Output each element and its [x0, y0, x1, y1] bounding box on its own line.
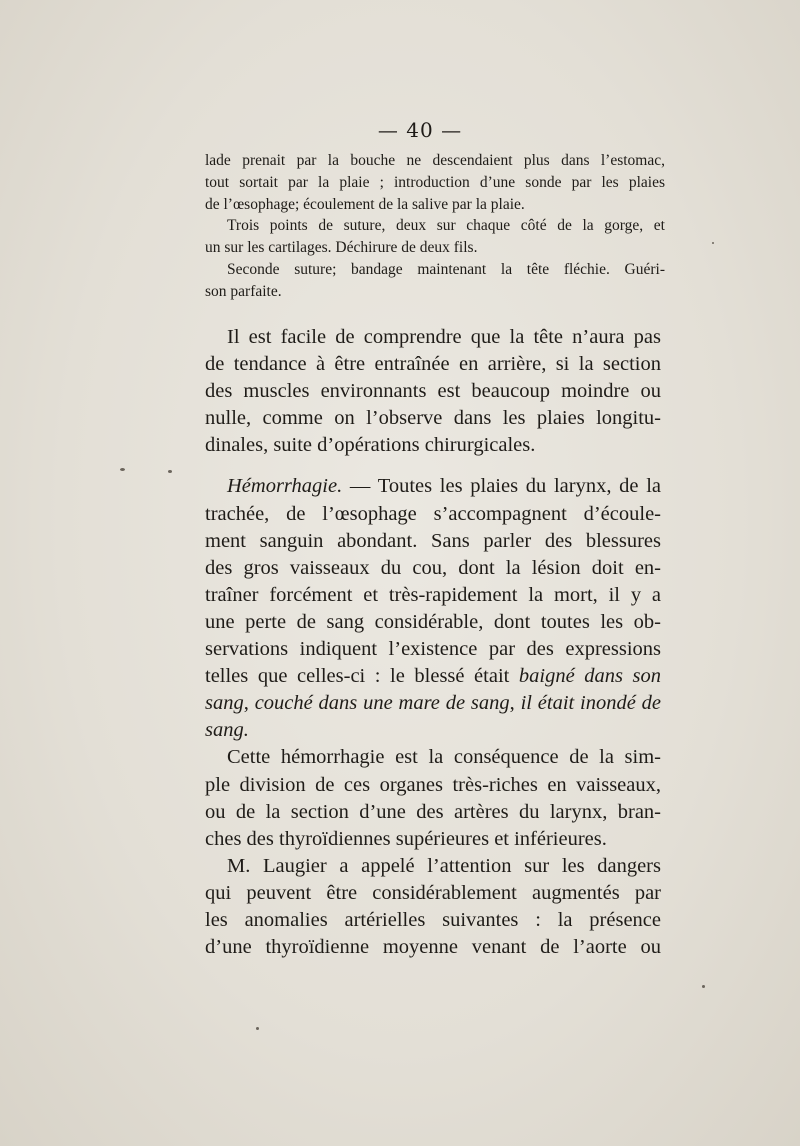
text-line: trachée, de l’œsophage s’accompagnent d’écoule- [205, 502, 661, 525]
text-line: d’une thyroïdienne moyenne venant de l’aorte ou [205, 936, 661, 959]
text-line: des gros vaisseaux du cou, dont la lésion doit en- [205, 556, 661, 579]
case-note-block [205, 150, 665, 303]
main-text [205, 324, 661, 961]
italic-span: couché dans une mare de sang [254, 692, 510, 715]
text-line: qui peuvent être considérablement augmentés par [205, 881, 661, 904]
text-line: une perte de sang considérable, dont toutes les ob- [205, 610, 661, 633]
note-line: Trois points de suture, deux sur chaque côté de la gorge, et [227, 217, 665, 235]
text-line: Cette hémorrhagie est la conséquence de la sim- [227, 746, 661, 769]
text-line: les anomalies artérielles suivantes : la présence [205, 908, 661, 931]
text-line: M. Laugier a appelé l’attention sur les dangers [227, 854, 661, 877]
text-line: nulle, comme on l’observe dans les plaies longitu- [205, 407, 661, 430]
paper-speck [712, 242, 714, 244]
paragraph-3 [205, 744, 661, 852]
note-line: tout sortait par la plaie ; introduction d’une sonde par les plaies [205, 173, 665, 191]
text-line: ou de la section d’une des artères du larynx, bran- [205, 800, 661, 823]
italic-span: il était inondé de [520, 692, 661, 715]
italic-span: baigné dans son [518, 665, 661, 688]
italic-span: sang. [205, 719, 249, 742]
text-span: telles que celles-ci : le blessé était [205, 665, 519, 688]
paragraph-1 [205, 324, 661, 459]
text-line [205, 663, 661, 690]
note-line: un sur les cartilages. Déchirure de deux fils. [205, 239, 478, 257]
paper-speck [120, 468, 125, 471]
text-line: traîner forcément et très-rapidement la mort, il y a [205, 583, 661, 606]
paragraph-2 [205, 473, 661, 744]
paper-speck [168, 470, 172, 473]
text-line: des muscles environnants est beaucoup moindre ou [205, 380, 661, 403]
note-line: son parfaite. [205, 282, 282, 300]
text-span: , [243, 692, 255, 715]
text-line: ment sanguin abondant. Sans parler des blessures [205, 529, 661, 552]
text-line: ches des thyroïdiennes supérieures et inférieures. [205, 827, 607, 850]
paragraph-4 [205, 853, 661, 961]
text-span: , [509, 692, 521, 715]
paper-speck [256, 1027, 259, 1030]
note-line: lade prenait par la bouche ne descendaient plus dans l’estomac, [205, 152, 665, 169]
page-number: — 40 — [377, 118, 463, 142]
text-span: — Toutes les plaies du larynx, de la [342, 475, 661, 498]
text-line: ple division de ces organes très-riches en vaisseaux, [205, 773, 661, 796]
text-line [205, 473, 661, 500]
text-line: dinales, suite d’opérations chirurgicales. [205, 434, 536, 457]
italic-span: sang [205, 692, 244, 715]
text-line [205, 690, 661, 717]
text-line: de tendance à être entraînée en arrière, si la section [205, 353, 661, 376]
section-heading: Hémorrhagie. [227, 475, 343, 498]
note-line: Seconde suture; bandage maintenant la tête fléchie. Guéri- [227, 260, 665, 278]
text-line: servations indiquent l’existence par des expressions [205, 638, 661, 661]
paper-speck [702, 985, 705, 988]
text-line: Il est facile de comprendre que la tête n’aura pas [227, 326, 661, 348]
text-line [205, 717, 661, 744]
note-line: de l’œsophage; écoulement de la salive par la plaie. [205, 195, 525, 213]
